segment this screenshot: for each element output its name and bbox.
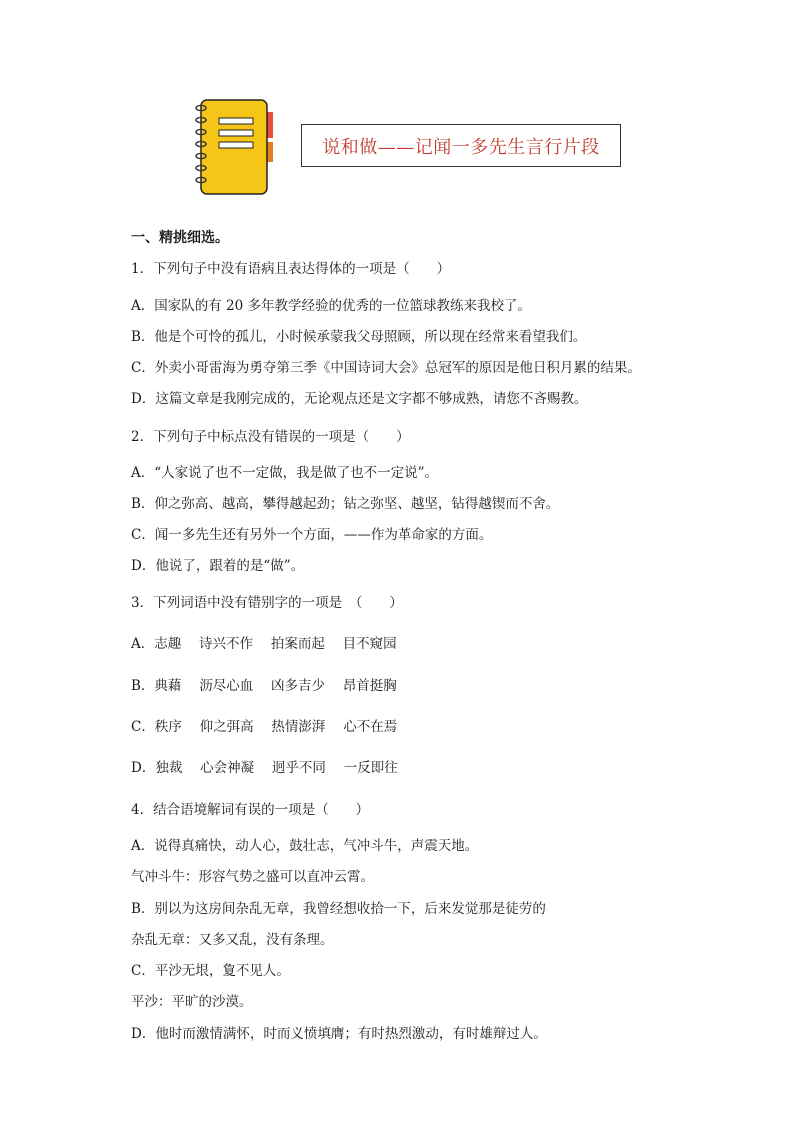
option-line: C．闻一多先生还有另外一个方面，——作为革命家的方面。: [131, 527, 493, 543]
option-line: C．秩序 仰之弭高 热情澎湃 心不在焉: [131, 719, 398, 735]
option-line: A．国家队的有 20 多年教学经验的优秀的一位篮球教练来我校了。: [131, 298, 532, 314]
option-line: C．外卖小哥雷海为勇夺第三季《中国诗词大会》总冠军的原因是他日积月累的结果。: [131, 360, 641, 376]
title-box: [301, 124, 621, 167]
option-line: D．他时而激情满怀，时而义愤填膺；有时热烈激动，有时雄辩过人。: [131, 1026, 547, 1042]
option-line: A．“人家说了也不一定做，我是做了也不一定说”。: [131, 465, 439, 481]
option-line: A．志趣 诗兴不作 拍案而起 目不窥园: [131, 636, 397, 652]
question-3: 3．下列词语中没有错别字的一项是 （ ）: [131, 595, 403, 611]
option-line: B．别以为这房间杂乱无章，我曾经想收拾一下，后来发觉那是徒劳的: [131, 901, 546, 917]
explanation-line: 平沙：平旷的沙漠。: [131, 994, 253, 1010]
section-heading: 一、精挑细选。: [131, 230, 229, 246]
question-2: 2．下列句子中标点没有错误的一项是（ ）: [131, 429, 410, 445]
question-1: 1．下列句子中没有语病且表达得体的一项是（ ）: [131, 261, 451, 277]
option-line: B．他是个可怜的孤儿，小时候承蒙我父母照顾，所以现在经常来看望我们。: [131, 329, 587, 345]
option-line: A．说得真痛快，动人心，鼓壮志，气冲斗牛，声震天地。: [131, 838, 479, 854]
notebook-icon: [193, 98, 277, 196]
option-line: D．他说了，跟着的是“做”。: [131, 558, 305, 574]
explanation-line: 杂乱无章：又多又乱，没有条理。: [131, 932, 334, 948]
option-line: B．典藉 沥尽心血 凶多吉少 昂首挺胸: [131, 678, 397, 694]
option-line: B．仰之弥高、越高，攀得越起劲；钻之弥坚、越坚，钻得越锲而不舍。: [131, 496, 560, 512]
question-4: 4．结合语境解词有误的一项是（ ）: [131, 802, 370, 818]
option-line: C．平沙无垠，夐不见人。: [131, 963, 290, 979]
explanation-line: 气冲斗牛：形容气势之盛可以直冲云霄。: [131, 869, 374, 885]
option-line: D．这篇文章是我刚完成的，无论观点还是文字都不够成熟，请您不吝赐教。: [131, 391, 588, 407]
option-line: D．独裁 心会神凝 迥乎不同 一反即往: [131, 760, 398, 776]
page-title: 说和做——记闻一多先生言行片段: [322, 136, 600, 158]
